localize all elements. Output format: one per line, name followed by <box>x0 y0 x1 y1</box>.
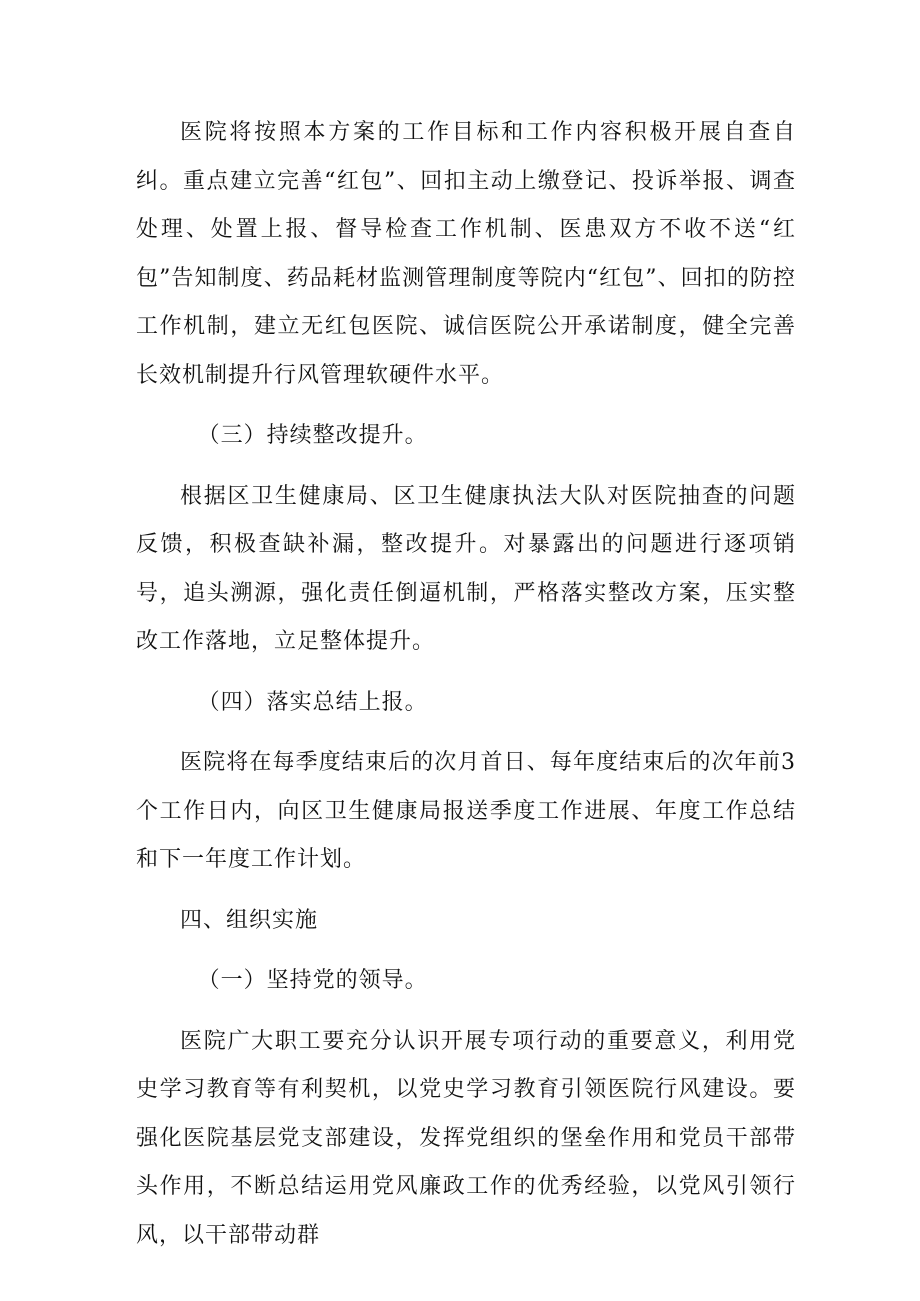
heading-summary-report: （四）落实总结上报。 <box>197 689 428 715</box>
paragraph-self-inspection: 医院将按照本方案的工作目标和工作内容积极开展自查自纠。重点建立完善“红包”、回扣主动上缴登记、投诉举报、调查处理、处置上报、督导检查工作机制、医患双方不收不送“红包”告知制度、药品耗材监测管理制度等院内“红包”、回扣的防控工作机制，建立无红包医院、诚信医院公开承诺制度，健全完善长效机制提升行风管理软硬件水平。 <box>136 120 796 388</box>
document-body <box>136 109 796 1260</box>
heading-continuous-rectification: （三）持续整改提升。 <box>197 423 428 448</box>
paragraph-rectification: 根据区卫生健康局、区卫生健康执法大队对医院抽查的问题反馈，积极查缺补漏，整改提升。对暴露出的问题进行逐项销号，追头溯源，强化责任倒逼机制，严格落实整改方案，压实整改工作落地，立足整体提升。 <box>136 483 796 654</box>
heading-organization-implementation: 四、组织实施 <box>180 907 319 933</box>
heading-party-leadership: （一）坚持党的领导。 <box>197 968 428 993</box>
paragraph-party-leadership: 医院广大职工要充分认识开展专项行动的重要意义，利用党史学习教育等有利契机，以党史学习教育引领医院行风建设。要强化医院基层党支部建设，发挥党组织的堡垒作用和党员干部带头作用，不断总结运用党风廉政工作的优秀经验，以党风引领行风，以干部带动群 <box>136 1028 796 1248</box>
paragraph-summary-report: 医院将在每季度结束后的次月首日、每年度结束后的次年前3个工作日内，向区卫生健康局报送季度工作进展、年度工作总结和下一年度工作计划。 <box>136 750 796 872</box>
